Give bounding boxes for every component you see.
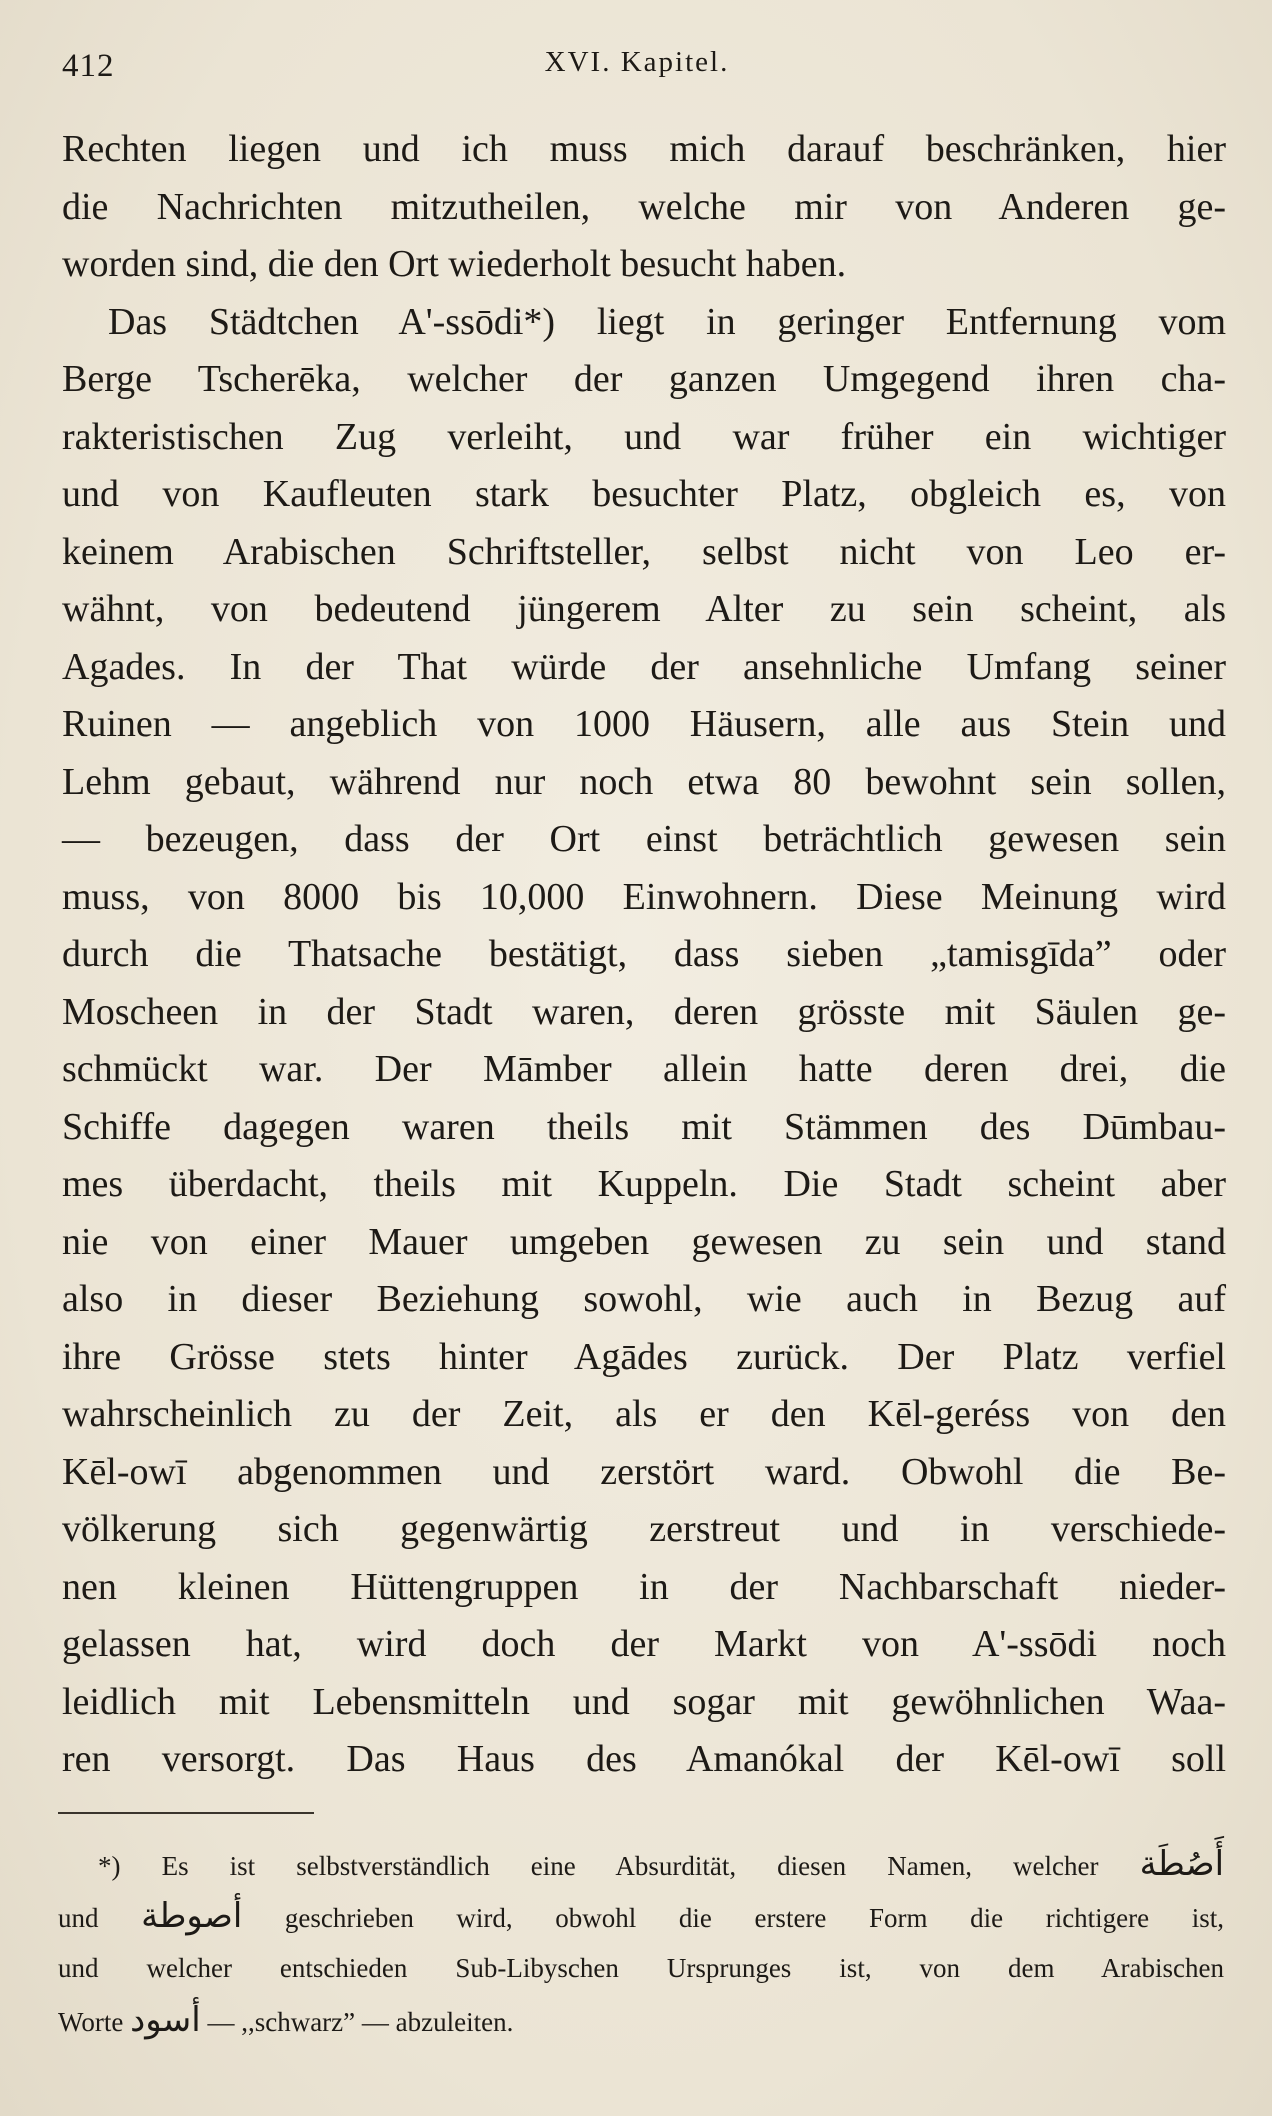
text-line: keinem Arabischen Schriftsteller, selbst nicht von Leo er- <box>62 530 1226 573</box>
text-line: worden sind, die den Ort wiederholt besucht haben. <box>62 243 847 285</box>
footnote-text: — ,,schwarz” — abzuleiten. <box>207 2007 514 2037</box>
running-head: XVI. Kapitel. <box>544 46 730 78</box>
text-line: leidlich mit Lebensmitteln und sogar mit gewöhnlichen Waa- <box>62 1680 1226 1723</box>
text-line: ren versorgt. Das Haus des Amanókal der Kēl-owī soll <box>62 1738 1226 1780</box>
text-line: also in dieser Beziehung sowohl, wie auch in Bezug auf <box>62 1278 1226 1320</box>
text-line: nie von einer Mauer umgeben gewesen zu sein und stand <box>62 1220 1226 1263</box>
arabic-word: أصوطة <box>141 1896 243 1936</box>
text-line: die Nachrichten mitzutheilen, welche mir von Anderen ge- <box>62 185 1226 228</box>
text-line: Rechten liegen und ich muss mich darauf beschränken, hier <box>62 128 1226 170</box>
text-line: — bezeugen, dass der Ort einst beträchtlich gewesen sein <box>62 818 1226 860</box>
arabic-word: أسود <box>130 2000 201 2040</box>
text-line: Das Städtchen A'-ssōdi*) liegt in geringer Entfernung vom <box>108 300 1226 343</box>
page-header <box>62 44 1212 94</box>
footnote-line <box>58 1838 1224 1890</box>
footnote <box>58 1838 1224 2046</box>
text-line: muss, von 8000 bis 10,000 Einwohnern. Diese Meinung wird <box>62 875 1226 918</box>
text-line: Schiffe dagegen waren theils mit Stämmen des Dūmbau- <box>62 1105 1226 1148</box>
text-line: Berge Tscherēka, welcher der ganzen Umgegend ihren cha- <box>62 358 1226 400</box>
arabic-word: أَصُطَة <box>1139 1844 1225 1884</box>
text-line: Ruinen — angeblich von 1000 Häusern, alle aus Stein und <box>62 703 1226 745</box>
text-line: Agades. In der That würde der ansehnliche Umfang seiner <box>62 645 1226 688</box>
text-line: ihre Grösse stets hinter Agādes zurück. Der Platz verfiel <box>62 1335 1226 1378</box>
text-line: rakteristischen Zug verleiht, und war früher ein wichtiger <box>62 415 1226 458</box>
footnote-text: Worte <box>58 2007 124 2037</box>
text-line: gelassen hat, wird doch der Markt von A'-ssōdi noch <box>62 1623 1226 1665</box>
text-line: Kēl-owī abgenommen und zerstört ward. Obwohl die Be- <box>62 1450 1226 1493</box>
text-line: wähnt, von bedeutend jüngerem Alter zu sein scheint, als <box>62 588 1226 630</box>
footnote-text: *) Es ist selbstverständlich eine Absurdität, diesen Namen, welcher <box>98 1851 1099 1881</box>
text-line: durch die Thatsache bestätigt, dass sieben „tamisgīda” oder <box>62 933 1226 975</box>
text-line: wahrscheinlich zu der Zeit, als er den Kēl-geréss von den <box>62 1393 1226 1435</box>
body-text <box>62 121 1226 1789</box>
footnote-line <box>58 1890 1224 1942</box>
footnote-text: geschrieben wird, obwohl die erstere Form die richtigere ist, <box>284 1903 1225 1933</box>
text-line: nen kleinen Hüttengruppen in der Nachbarschaft nieder- <box>62 1565 1226 1608</box>
text-line: Lehm gebaut, während nur noch etwa 80 bewohnt sein sollen, <box>62 760 1226 803</box>
footnote-line: und welcher entschieden Sub-Libyschen Ursprunges ist, von dem Arabischen <box>58 1953 1224 1983</box>
text-line: und von Kaufleuten stark besuchter Platz, obgleich es, von <box>62 473 1226 515</box>
page-number: 412 <box>62 48 115 84</box>
footnote-text: und <box>58 1903 99 1933</box>
text-line: Moscheen in der Stadt waren, deren grösste mit Säulen ge- <box>62 990 1226 1033</box>
text-line: völkerung sich gegenwärtig zerstreut und in verschiede- <box>62 1508 1226 1550</box>
text-line: mes überdacht, theils mit Kuppeln. Die Stadt scheint aber <box>62 1163 1226 1205</box>
footnote-rule <box>58 1812 314 1814</box>
text-line: schmückt war. Der Māmber allein hatte deren drei, die <box>62 1048 1226 1090</box>
footnote-line <box>58 1994 1224 2046</box>
